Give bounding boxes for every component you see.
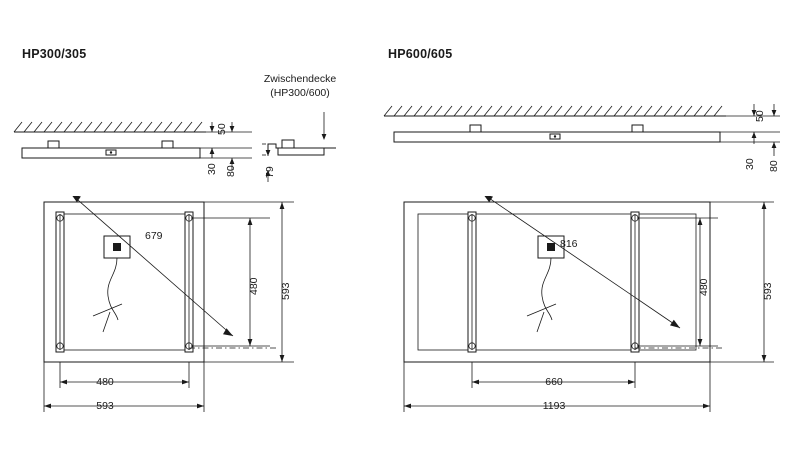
- right-outer-height-label: 593: [762, 282, 774, 300]
- left-dim-79: 79: [264, 166, 276, 178]
- left-inner-height-label: 480: [248, 277, 260, 295]
- right-plan-drawing: [388, 196, 788, 426]
- ceiling-detail-dim: [258, 140, 278, 186]
- right-inner-width-label: 660: [545, 376, 563, 388]
- right-dim-50: 50: [754, 110, 766, 122]
- right-inner-height-label: 480: [698, 278, 710, 296]
- left-outer-width-label: 593: [96, 400, 114, 412]
- left-plan-drawing: [18, 196, 308, 426]
- right-diagonal-label: 816: [560, 238, 578, 250]
- right-figure-title: HP600/605: [388, 47, 453, 61]
- right-section-drawing: [380, 100, 750, 170]
- left-dim-30: 30: [206, 163, 218, 175]
- left-dim-80: 80: [225, 165, 237, 177]
- right-outer-width-label: 1193: [542, 400, 566, 412]
- ceiling-note-line1: Zwischendecke: [263, 73, 337, 85]
- left-outer-height-label: 593: [280, 282, 292, 300]
- right-dim-80: 80: [768, 160, 780, 172]
- left-diagonal-label: 679: [145, 230, 163, 242]
- ceiling-note-line2: (HP300/600): [270, 87, 330, 99]
- right-dim-30: 30: [744, 158, 756, 170]
- left-inner-width-label: 480: [96, 376, 114, 388]
- left-dim-50: 50: [216, 123, 228, 135]
- left-figure-title: HP300/305: [22, 47, 87, 61]
